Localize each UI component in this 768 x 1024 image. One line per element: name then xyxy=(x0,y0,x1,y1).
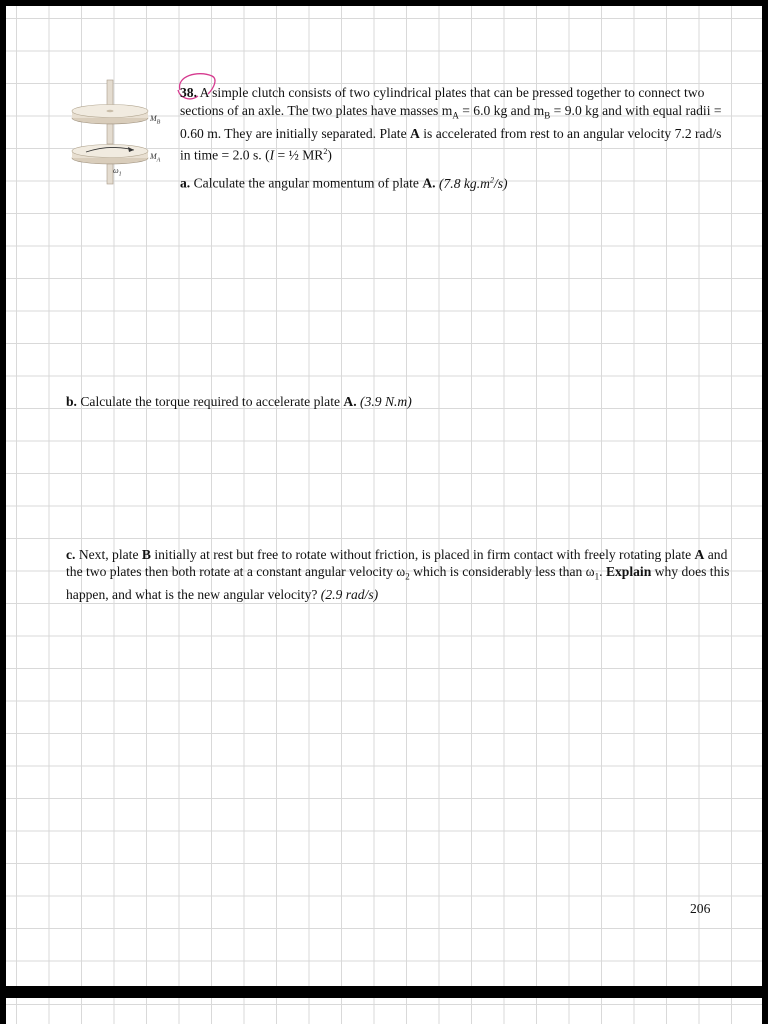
part-c-answer: (2.9 rad/s) xyxy=(320,587,379,603)
page-number: 206 xyxy=(690,901,711,916)
label-ma: $M_A$ xyxy=(150,152,161,164)
next-page-edge xyxy=(6,998,762,1024)
problem-number: 38. xyxy=(180,85,197,100)
part-b-question: b. Calculate the torque required to accelerate plate A. (3.9 N.m) xyxy=(66,394,412,409)
part-c-question: c. Next, plate B initially at rest but free to rotate without friction, is placed in firm contact with freely rotating plate A and the two plates then both rotate at a constant angular velocity $\omega_2$ which is considerably less than $\omega_1$. Explain why does this happen, and what is the new angular velocity? (2.9 rad/s) xyxy=(66,547,730,603)
part-a-answer: (7.8 $kg.m^2/s$) xyxy=(438,175,508,191)
part-b-answer: (3.9 N.m) xyxy=(360,394,412,409)
label-omega1: $\omega_1$ xyxy=(113,166,122,178)
label-mb: $M_B$ xyxy=(150,114,161,126)
part-a-question: a. Calculate the angular momentum of plate A. (7.8 $kg.m^2/s$) xyxy=(180,175,508,191)
problem-statement: 38. A simple clutch consists of two cylindrical plates that can be pressed together to connect two sections of an axle. The two plates have masses $m_A = 6.0$ kg and $m_B = 9.0$ kg and with equal radii = 0.60 m. They are initially separated. Plate A is accelerated from rest to an angular velocity 7.2 rad/s in time = 2.0 s. (I = ½ $MR^2$) xyxy=(180,85,722,163)
